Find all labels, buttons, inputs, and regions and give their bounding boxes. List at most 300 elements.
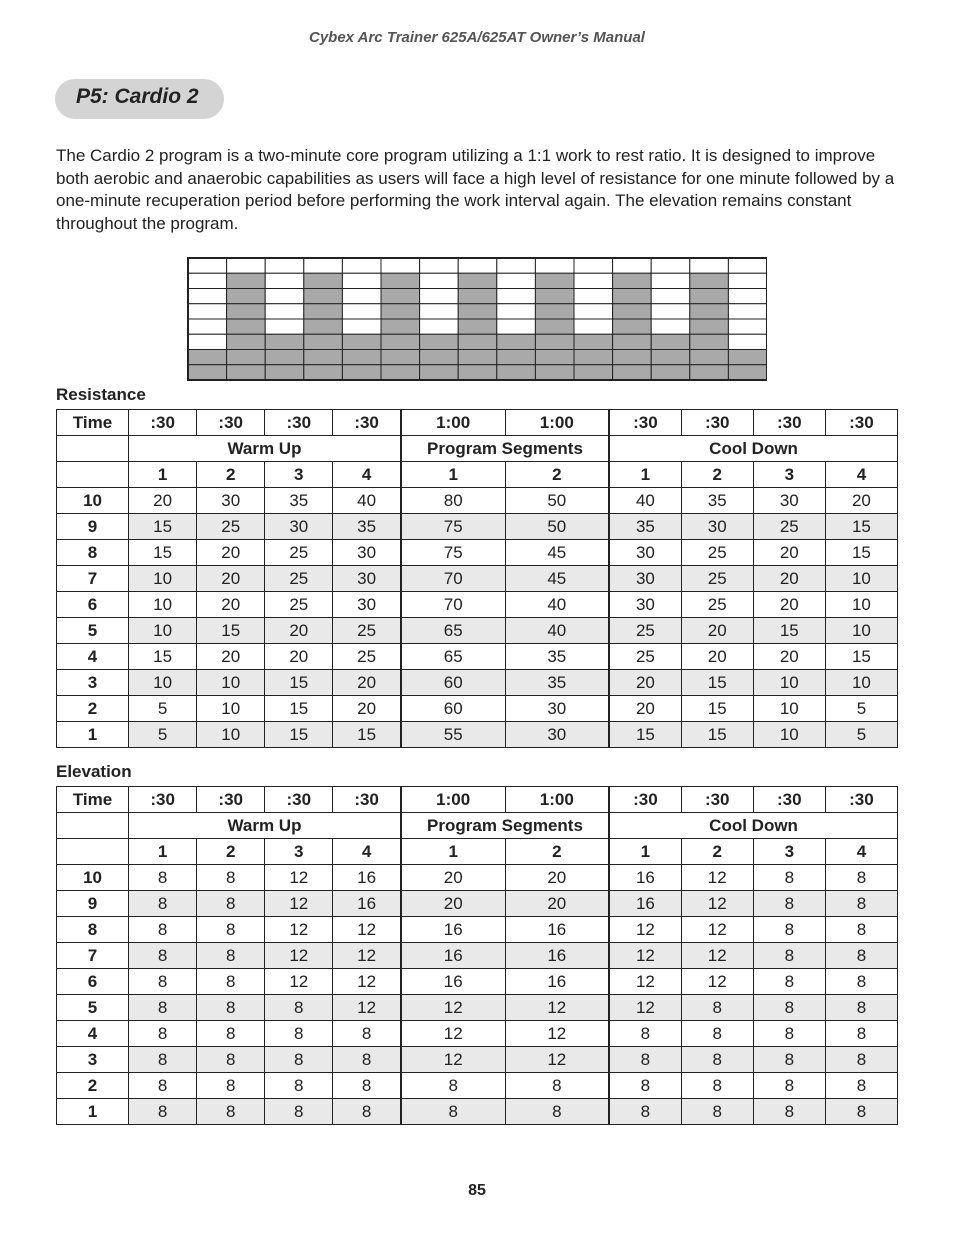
- profile-bar-cell: [227, 334, 266, 349]
- segment-number: 2: [197, 839, 265, 865]
- value-cell: 8: [197, 917, 265, 943]
- value-cell: 12: [401, 995, 505, 1021]
- value-cell: 8: [753, 969, 825, 995]
- profile-bar-cell: [613, 365, 652, 380]
- profile-bar-cell: [227, 365, 266, 380]
- value-cell: 15: [681, 722, 753, 748]
- value-cell: 8: [129, 891, 197, 917]
- value-cell: 12: [609, 969, 681, 995]
- level-cell: 2: [57, 696, 129, 722]
- level-cell: 1: [57, 1099, 129, 1125]
- value-cell: 25: [609, 618, 681, 644]
- level-cell: 3: [57, 1047, 129, 1073]
- profile-empty-cell: [342, 258, 381, 273]
- value-cell: 8: [197, 969, 265, 995]
- value-cell: 8: [609, 1099, 681, 1125]
- table-row: [57, 644, 898, 670]
- profile-bar-cell: [342, 350, 381, 365]
- segment-number: 3: [265, 839, 333, 865]
- profile-bar-cell: [535, 304, 574, 319]
- table-row: [57, 1047, 898, 1073]
- level-cell: 4: [57, 644, 129, 670]
- value-cell: 65: [401, 644, 505, 670]
- time-header: Time: [57, 787, 129, 813]
- value-cell: 20: [197, 644, 265, 670]
- value-cell: 8: [825, 891, 897, 917]
- segment-number: 1: [609, 462, 681, 488]
- profile-empty-cell: [188, 319, 227, 334]
- value-cell: 10: [825, 566, 897, 592]
- value-cell: 15: [129, 540, 197, 566]
- profile-bar-cell: [381, 365, 420, 380]
- profile-empty-cell: [651, 258, 690, 273]
- value-cell: 15: [825, 644, 897, 670]
- profile-bar-cell: [381, 319, 420, 334]
- level-cell: 9: [57, 514, 129, 540]
- segment-number: 3: [265, 462, 333, 488]
- value-cell: 20: [681, 618, 753, 644]
- value-cell: 25: [681, 566, 753, 592]
- value-cell: 16: [401, 943, 505, 969]
- value-cell: 35: [333, 514, 401, 540]
- value-cell: 8: [197, 1047, 265, 1073]
- value-cell: 10: [129, 566, 197, 592]
- value-cell: 35: [505, 644, 609, 670]
- value-cell: 16: [505, 917, 609, 943]
- level-cell: 5: [57, 618, 129, 644]
- value-cell: 8: [753, 1047, 825, 1073]
- value-cell: 8: [681, 1099, 753, 1125]
- value-cell: 8: [197, 1073, 265, 1099]
- value-cell: 8: [825, 995, 897, 1021]
- value-cell: 20: [753, 540, 825, 566]
- profile-bar-cell: [420, 350, 459, 365]
- profile-empty-cell: [265, 319, 304, 334]
- value-cell: 12: [681, 917, 753, 943]
- level-cell: 8: [57, 917, 129, 943]
- value-cell: 12: [333, 917, 401, 943]
- table-row: [57, 943, 898, 969]
- value-cell: 20: [129, 488, 197, 514]
- value-cell: 8: [753, 891, 825, 917]
- profile-bar-cell: [420, 334, 459, 349]
- profile-bar-cell: [458, 334, 497, 349]
- value-cell: 20: [825, 488, 897, 514]
- level-cell: 7: [57, 566, 129, 592]
- value-cell: 30: [505, 722, 609, 748]
- segment-number: 4: [333, 462, 401, 488]
- table-row: [57, 995, 898, 1021]
- blank-cell: [57, 813, 129, 839]
- time-cell: :30: [609, 787, 681, 813]
- group-header: Warm Up: [129, 813, 401, 839]
- value-cell: 65: [401, 618, 505, 644]
- profile-bar-cell: [574, 365, 613, 380]
- value-cell: 8: [825, 969, 897, 995]
- value-cell: 20: [753, 644, 825, 670]
- profile-bar-cell: [690, 289, 729, 304]
- value-cell: 15: [265, 670, 333, 696]
- value-cell: 20: [505, 865, 609, 891]
- profile-bar-cell: [188, 365, 227, 380]
- segment-number: 1: [129, 462, 197, 488]
- value-cell: 16: [401, 969, 505, 995]
- value-cell: 8: [197, 1099, 265, 1125]
- value-cell: 55: [401, 722, 505, 748]
- value-cell: 8: [197, 943, 265, 969]
- profile-bar-cell: [458, 365, 497, 380]
- value-cell: 12: [265, 865, 333, 891]
- value-cell: 16: [609, 891, 681, 917]
- profile-bar-cell: [535, 319, 574, 334]
- profile-bar-cell: [420, 365, 459, 380]
- time-cell: 1:00: [505, 787, 609, 813]
- value-cell: 8: [505, 1099, 609, 1125]
- value-cell: 20: [197, 592, 265, 618]
- time-cell: :30: [129, 410, 197, 436]
- value-cell: 30: [753, 488, 825, 514]
- value-cell: 10: [197, 722, 265, 748]
- value-cell: 10: [197, 670, 265, 696]
- value-cell: 70: [401, 566, 505, 592]
- profile-bar-cell: [458, 319, 497, 334]
- profile-bar-cell: [227, 319, 266, 334]
- value-cell: 8: [753, 1099, 825, 1125]
- profile-bar-cell: [304, 334, 343, 349]
- value-cell: 8: [129, 1047, 197, 1073]
- resistance-table: [56, 409, 898, 748]
- segment-number: 2: [197, 462, 265, 488]
- value-cell: 15: [129, 644, 197, 670]
- value-cell: 15: [681, 670, 753, 696]
- table-row: [57, 540, 898, 566]
- level-cell: 10: [57, 865, 129, 891]
- level-cell: 9: [57, 891, 129, 917]
- level-cell: 6: [57, 592, 129, 618]
- time-cell: 1:00: [401, 410, 505, 436]
- profile-empty-cell: [188, 289, 227, 304]
- value-cell: 8: [753, 865, 825, 891]
- segment-number: 1: [609, 839, 681, 865]
- value-cell: 10: [129, 618, 197, 644]
- program-profile-graph: [187, 257, 767, 381]
- profile-bar-cell: [381, 334, 420, 349]
- value-cell: 8: [505, 1073, 609, 1099]
- value-cell: 70: [401, 592, 505, 618]
- value-cell: 12: [505, 1021, 609, 1047]
- profile-bar-cell: [690, 350, 729, 365]
- value-cell: 8: [333, 1073, 401, 1099]
- table-row: [57, 1073, 898, 1099]
- running-header: Cybex Arc Trainer 625A/625AT Owner’s Manual: [309, 29, 645, 46]
- profile-empty-cell: [651, 319, 690, 334]
- profile-bar-cell: [227, 273, 266, 288]
- group-header: Program Segments: [401, 436, 609, 462]
- value-cell: 40: [505, 618, 609, 644]
- value-cell: 8: [129, 969, 197, 995]
- value-cell: 15: [753, 618, 825, 644]
- value-cell: 8: [129, 1073, 197, 1099]
- profile-empty-cell: [574, 273, 613, 288]
- table-row: [57, 618, 898, 644]
- value-cell: 30: [265, 514, 333, 540]
- profile-empty-cell: [420, 319, 459, 334]
- profile-empty-cell: [265, 304, 304, 319]
- profile-empty-cell: [574, 304, 613, 319]
- profile-empty-cell: [497, 258, 536, 273]
- value-cell: 25: [681, 592, 753, 618]
- profile-bar-cell: [613, 273, 652, 288]
- section-title: P5: Cardio 2: [76, 85, 199, 108]
- value-cell: 8: [197, 865, 265, 891]
- value-cell: 20: [333, 670, 401, 696]
- profile-empty-cell: [728, 304, 767, 319]
- profile-bar-cell: [227, 289, 266, 304]
- section-title-pill: [55, 79, 224, 119]
- value-cell: 8: [825, 917, 897, 943]
- profile-empty-cell: [188, 304, 227, 319]
- value-cell: 5: [825, 696, 897, 722]
- profile-bar-cell: [497, 365, 536, 380]
- value-cell: 50: [505, 514, 609, 540]
- value-cell: 8: [825, 1047, 897, 1073]
- level-cell: 10: [57, 488, 129, 514]
- value-cell: 25: [197, 514, 265, 540]
- value-cell: 20: [505, 891, 609, 917]
- profile-empty-cell: [420, 289, 459, 304]
- time-cell: :30: [825, 410, 897, 436]
- profile-empty-cell: [342, 319, 381, 334]
- value-cell: 60: [401, 696, 505, 722]
- value-cell: 8: [825, 1073, 897, 1099]
- table-row: [57, 670, 898, 696]
- time-cell: :30: [265, 410, 333, 436]
- profile-empty-cell: [420, 273, 459, 288]
- profile-empty-cell: [497, 273, 536, 288]
- profile-bar-cell: [574, 350, 613, 365]
- value-cell: 30: [609, 592, 681, 618]
- profile-empty-cell: [690, 258, 729, 273]
- value-cell: 8: [753, 1021, 825, 1047]
- segment-number: 1: [129, 839, 197, 865]
- value-cell: 8: [265, 1073, 333, 1099]
- value-cell: 8: [333, 1047, 401, 1073]
- segment-number: 3: [753, 839, 825, 865]
- profile-bar-cell: [535, 334, 574, 349]
- value-cell: 8: [681, 1021, 753, 1047]
- profile-empty-cell: [574, 319, 613, 334]
- value-cell: 8: [681, 995, 753, 1021]
- time-cell: 1:00: [401, 787, 505, 813]
- level-cell: 8: [57, 540, 129, 566]
- group-header: Program Segments: [401, 813, 609, 839]
- profile-empty-cell: [728, 319, 767, 334]
- profile-empty-cell: [728, 334, 767, 349]
- profile-bar-cell: [651, 365, 690, 380]
- value-cell: 20: [681, 644, 753, 670]
- value-cell: 8: [265, 1099, 333, 1125]
- time-cell: :30: [753, 787, 825, 813]
- profile-empty-cell: [188, 334, 227, 349]
- value-cell: 8: [129, 1021, 197, 1047]
- value-cell: 20: [401, 891, 505, 917]
- value-cell: 12: [681, 943, 753, 969]
- value-cell: 20: [197, 566, 265, 592]
- value-cell: 8: [333, 1099, 401, 1125]
- time-cell: :30: [197, 410, 265, 436]
- value-cell: 8: [129, 1099, 197, 1125]
- profile-empty-cell: [651, 304, 690, 319]
- profile-bar-cell: [651, 350, 690, 365]
- time-cell: :30: [681, 787, 753, 813]
- table-row: [57, 696, 898, 722]
- profile-empty-cell: [381, 258, 420, 273]
- profile-bar-cell: [265, 350, 304, 365]
- value-cell: 30: [197, 488, 265, 514]
- value-cell: 8: [681, 1047, 753, 1073]
- value-cell: 8: [825, 943, 897, 969]
- value-cell: 25: [265, 540, 333, 566]
- value-cell: 8: [265, 1021, 333, 1047]
- value-cell: 35: [265, 488, 333, 514]
- value-cell: 12: [401, 1021, 505, 1047]
- profile-bar-cell: [304, 319, 343, 334]
- profile-bar-cell: [613, 304, 652, 319]
- value-cell: 8: [753, 917, 825, 943]
- value-cell: 30: [505, 696, 609, 722]
- profile-empty-cell: [265, 289, 304, 304]
- value-cell: 12: [265, 891, 333, 917]
- value-cell: 10: [197, 696, 265, 722]
- profile-empty-cell: [728, 289, 767, 304]
- value-cell: 10: [825, 592, 897, 618]
- value-cell: 10: [825, 670, 897, 696]
- value-cell: 16: [333, 891, 401, 917]
- value-cell: 25: [265, 566, 333, 592]
- profile-bar-cell: [227, 350, 266, 365]
- segment-number: 4: [825, 839, 897, 865]
- profile-bar-cell: [613, 289, 652, 304]
- value-cell: 12: [265, 969, 333, 995]
- value-cell: 12: [681, 891, 753, 917]
- value-cell: 35: [609, 514, 681, 540]
- profile-bar-cell: [651, 334, 690, 349]
- profile-bar-cell: [458, 304, 497, 319]
- profile-bar-cell: [574, 334, 613, 349]
- profile-bar-cell: [188, 350, 227, 365]
- time-header: Time: [57, 410, 129, 436]
- value-cell: 8: [129, 995, 197, 1021]
- value-cell: 15: [681, 696, 753, 722]
- value-cell: 12: [265, 917, 333, 943]
- time-cell: :30: [609, 410, 681, 436]
- value-cell: 8: [825, 865, 897, 891]
- profile-bar-cell: [304, 304, 343, 319]
- value-cell: 45: [505, 566, 609, 592]
- time-cell: :30: [129, 787, 197, 813]
- intro-paragraph: The Cardio 2 program is a two-minute core program utilizing a 1:1 work to rest ratio. It is designed to improve both aerobic and anaerobic capabilities as users will face a high level of resistance for one minute followed by a one-minute recuperation period before performing the work interval again. The elevation remains constant throughout the program.: [56, 146, 895, 233]
- profile-empty-cell: [188, 258, 227, 273]
- value-cell: 75: [401, 540, 505, 566]
- table-row: [57, 865, 898, 891]
- value-cell: 8: [753, 1073, 825, 1099]
- value-cell: 10: [129, 592, 197, 618]
- profile-bar-cell: [458, 350, 497, 365]
- value-cell: 8: [197, 995, 265, 1021]
- value-cell: 20: [401, 865, 505, 891]
- profile-bar-cell: [535, 365, 574, 380]
- value-cell: 20: [609, 670, 681, 696]
- segment-number: 2: [681, 839, 753, 865]
- group-header: Warm Up: [129, 436, 401, 462]
- value-cell: 16: [505, 943, 609, 969]
- value-cell: 12: [505, 1047, 609, 1073]
- value-cell: 8: [825, 1099, 897, 1125]
- profile-empty-cell: [227, 258, 266, 273]
- value-cell: 75: [401, 514, 505, 540]
- group-header: Cool Down: [609, 436, 897, 462]
- table-row: [57, 969, 898, 995]
- profile-empty-cell: [265, 258, 304, 273]
- value-cell: 45: [505, 540, 609, 566]
- profile-empty-cell: [497, 289, 536, 304]
- blank-cell: [57, 436, 129, 462]
- segment-number: 1: [401, 839, 505, 865]
- profile-bar-cell: [304, 273, 343, 288]
- profile-bar-cell: [497, 334, 536, 349]
- level-cell: 6: [57, 969, 129, 995]
- blank-cell: [57, 462, 129, 488]
- value-cell: 50: [505, 488, 609, 514]
- profile-bar-cell: [342, 365, 381, 380]
- value-cell: 30: [609, 566, 681, 592]
- value-cell: 12: [265, 943, 333, 969]
- value-cell: 8: [129, 865, 197, 891]
- time-cell: :30: [825, 787, 897, 813]
- value-cell: 12: [401, 1047, 505, 1073]
- value-cell: 8: [129, 943, 197, 969]
- segment-number: 3: [753, 462, 825, 488]
- elevation-table: [56, 786, 898, 1125]
- time-cell: 1:00: [505, 410, 609, 436]
- profile-bar-cell: [458, 289, 497, 304]
- group-header: Cool Down: [609, 813, 897, 839]
- profile-empty-cell: [188, 273, 227, 288]
- value-cell: 10: [825, 618, 897, 644]
- profile-empty-cell: [420, 258, 459, 273]
- segment-number: 2: [505, 462, 609, 488]
- profile-bar-cell: [613, 334, 652, 349]
- profile-empty-cell: [497, 319, 536, 334]
- time-cell: :30: [197, 787, 265, 813]
- value-cell: 16: [609, 865, 681, 891]
- value-cell: 10: [129, 670, 197, 696]
- value-cell: 40: [333, 488, 401, 514]
- elevation-label: Elevation: [56, 762, 132, 781]
- profile-bar-cell: [381, 273, 420, 288]
- profile-bar-cell: [613, 319, 652, 334]
- profile-empty-cell: [574, 258, 613, 273]
- table-row: [57, 1021, 898, 1047]
- value-cell: 12: [681, 865, 753, 891]
- value-cell: 5: [825, 722, 897, 748]
- profile-empty-cell: [613, 258, 652, 273]
- value-cell: 35: [681, 488, 753, 514]
- value-cell: 25: [333, 618, 401, 644]
- level-cell: 5: [57, 995, 129, 1021]
- profile-empty-cell: [420, 304, 459, 319]
- profile-bar-cell: [497, 350, 536, 365]
